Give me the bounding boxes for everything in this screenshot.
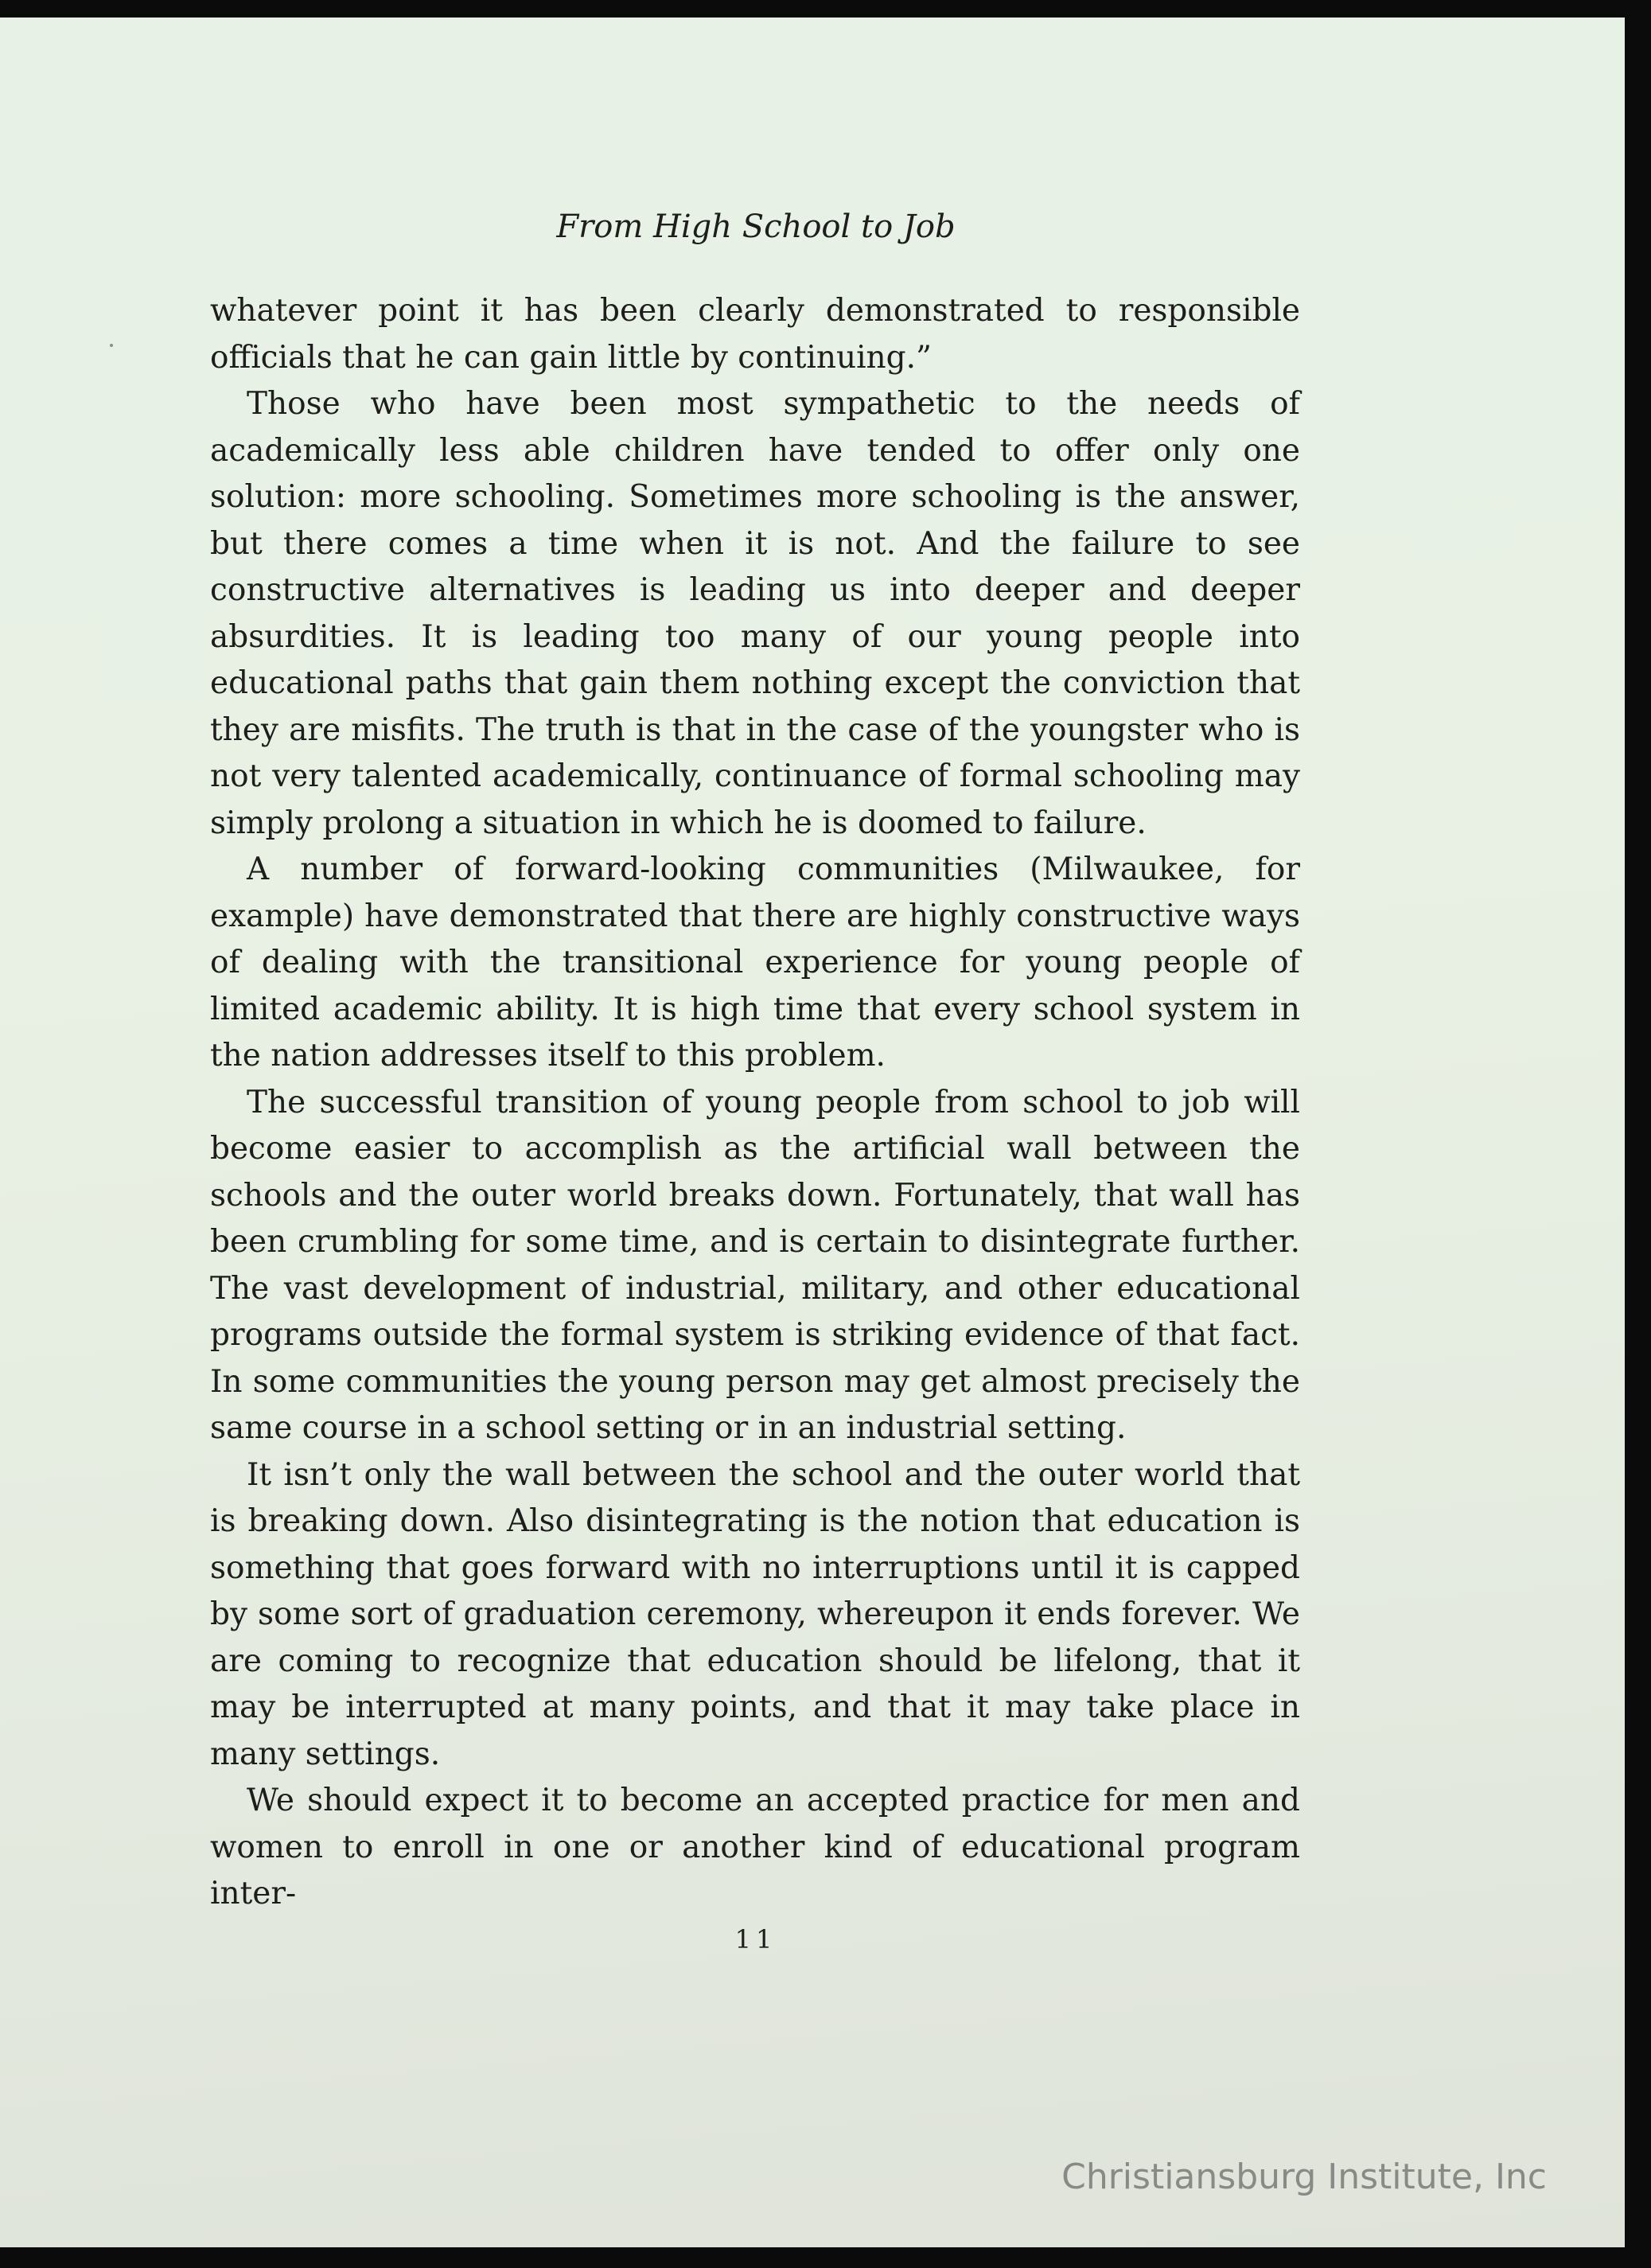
paragraph-6: We should expect it to become an accepted practice for men and women to enroll in one or another kind of educational program inter- <box>210 1783 1300 1911</box>
running-head: From High School to Job <box>556 208 956 245</box>
body-text <box>210 288 1300 1918</box>
paragraph-5: It isn’t only the wall between the school and the outer world that is breaking down. Also disintegrating is the notion that education is something that goes forward with no interruptions until it is capped by some sort of graduation ceremony, whereupon it ends forever. We are coming to recognize that education should be lifelong, that it may be interrupted at many points, and that it may take place in many settings. <box>210 1456 1300 1772</box>
scan-speck <box>110 344 113 347</box>
paragraph-3: A number of forward-looking communities (Milwaukee, for example) have demonstrated that there are highly constructive ways of dealing with the transitional experience for young people of limited academic ability. It is high time that every school system in the nation addresses itself to this problem. <box>210 851 1300 1074</box>
archive-watermark: Christiansburg Institute, Inc <box>1061 2157 1547 2197</box>
paragraph-2: Those who have been most sympathetic to the needs of academically less able children have tended to offer only one solution: more schooling. Sometimes more schooling is the answer, but there comes a time when it is not. And the failure to see constructive alternatives is leading us into deeper and deeper absurdities. It is leading too many of our young people into educational paths that gain them nothing except the conviction that they are misfits. The truth is that in the case of the youngster who is not very talented academically, continuance of formal schooling may simply prolong a situation in which he is doomed to failure. <box>210 386 1300 841</box>
page-number: 11 <box>734 1924 777 1954</box>
book-page <box>0 18 1625 2247</box>
paragraph-1: whatever point it has been clearly demonstrated to responsible officials that he can gain little by continuing.” <box>210 293 1300 376</box>
paragraph-4: The successful transition of young people from school to job will become easier to accomplish as the artificial wall between the schools and the outer world breaks down. Fortunately, that wall has been crumbling for some time, and is certain to disintegrate further. The vast development of industrial, military, and other educational programs outside the formal system is striking evidence of that fact. In some communities the young person may get almost precisely the same course in a school setting or in an industrial setting. <box>210 1084 1300 1446</box>
